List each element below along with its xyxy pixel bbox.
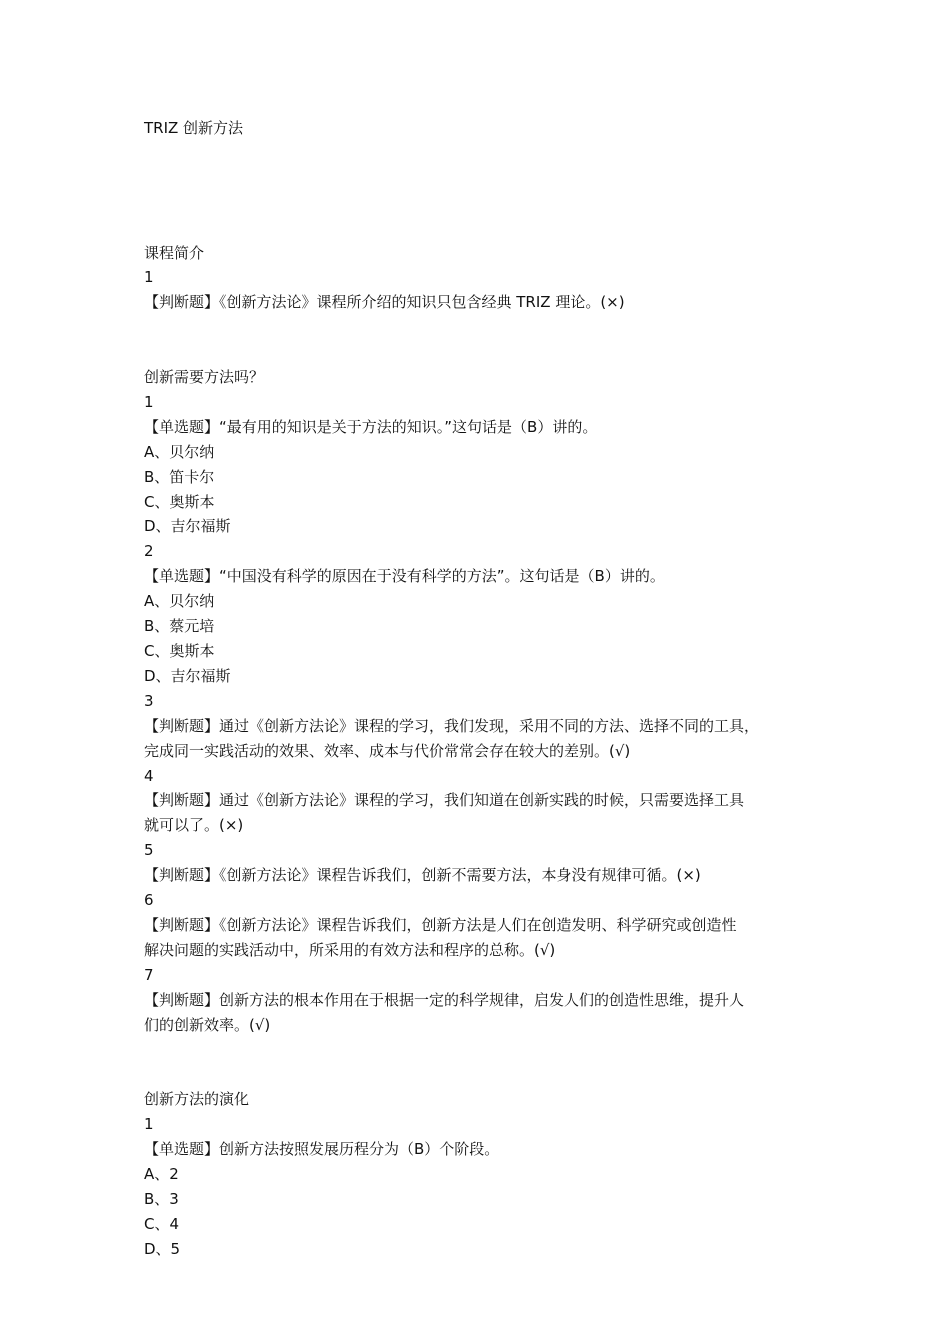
question-number: 1 — [144, 1115, 154, 1134]
question-text: 【判断题】《创新方法论》课程告诉我们，创新不需要方法，本身没有规律可循。(×) — [144, 866, 701, 885]
question-number: 4 — [144, 766, 154, 785]
question-number: 5 — [144, 841, 154, 860]
option-c: C、奥斯本 — [144, 641, 215, 660]
question-text-continued: 就可以了。(×) — [144, 816, 244, 835]
question-number: 7 — [144, 965, 154, 984]
document-page — [144, 116, 814, 1262]
question-number: 6 — [144, 891, 154, 910]
question-text: 【单选题】创新方法按照发展历程分为（B）个阶段。 — [144, 1140, 500, 1159]
section-method-evolution — [144, 1087, 814, 1261]
question-number: 2 — [144, 542, 154, 561]
question-number: 3 — [144, 691, 154, 710]
option-a: A、2 — [144, 1165, 179, 1183]
document-title: TRIZ 创新方法 — [144, 119, 244, 137]
question-text: 【判断题】创新方法的根本作用在于根据一定的科学规律，启发人们的创造性思维，提升人 — [144, 990, 745, 1009]
section-need-methods — [144, 365, 814, 1037]
option-c: C、4 — [144, 1214, 180, 1233]
spacer — [144, 1037, 814, 1087]
question-text-continued: 们的创新效率。(√) — [144, 1015, 271, 1034]
section-title: 创新方法的演化 — [144, 1090, 250, 1109]
question-text: 【判断题】《创新方法论》课程所介绍的知识只包含经典 TRIZ 理论。(×) — [144, 293, 625, 312]
question-text-continued: 完成同一实践活动的效果、效率、成本与代价常常会存在较大的差别。(√) — [144, 741, 631, 760]
section-course-intro — [144, 241, 814, 316]
question-text-continued: 解决问题的实践活动中，所采用的有效方法和程序的总称。(√) — [144, 940, 556, 959]
option-d: D、5 — [144, 1239, 181, 1258]
question-text: 【单选题】“最有用的知识是关于方法的知识。”这句话是（B）讲的。 — [144, 417, 598, 436]
section-title: 课程简介 — [144, 243, 205, 262]
option-c: C、奥斯本 — [144, 492, 215, 511]
option-b: B、3 — [144, 1189, 179, 1208]
question-text: 【判断题】《创新方法论》课程告诉我们，创新方法是人们在创造发明、科学研究或创造性 — [144, 915, 737, 934]
option-a: A、贝尔纳 — [144, 442, 215, 461]
option-d: D、吉尔福斯 — [144, 517, 231, 536]
option-b: B、蔡元培 — [144, 617, 215, 636]
question-number: 1 — [144, 392, 154, 411]
option-a: A、贝尔纳 — [144, 592, 215, 611]
question-number: 1 — [144, 268, 154, 287]
section-title: 创新需要方法吗？ — [144, 368, 265, 387]
question-text: 【单选题】“中国没有科学的原因在于没有科学的方法”。这句话是（B）讲的。 — [144, 567, 665, 586]
spacer — [144, 191, 814, 241]
question-text: 【判断题】通过《创新方法论》课程的学习，我们知道在创新实践的时候，只需要选择工具 — [144, 791, 745, 810]
question-text: 【判断题】通过《创新方法论》课程的学习，我们发现，采用不同的方法、选择不同的工具， — [144, 716, 760, 735]
option-d: D、吉尔福斯 — [144, 666, 231, 685]
spacer — [144, 315, 814, 365]
option-b: B、笛卡尔 — [144, 467, 215, 486]
